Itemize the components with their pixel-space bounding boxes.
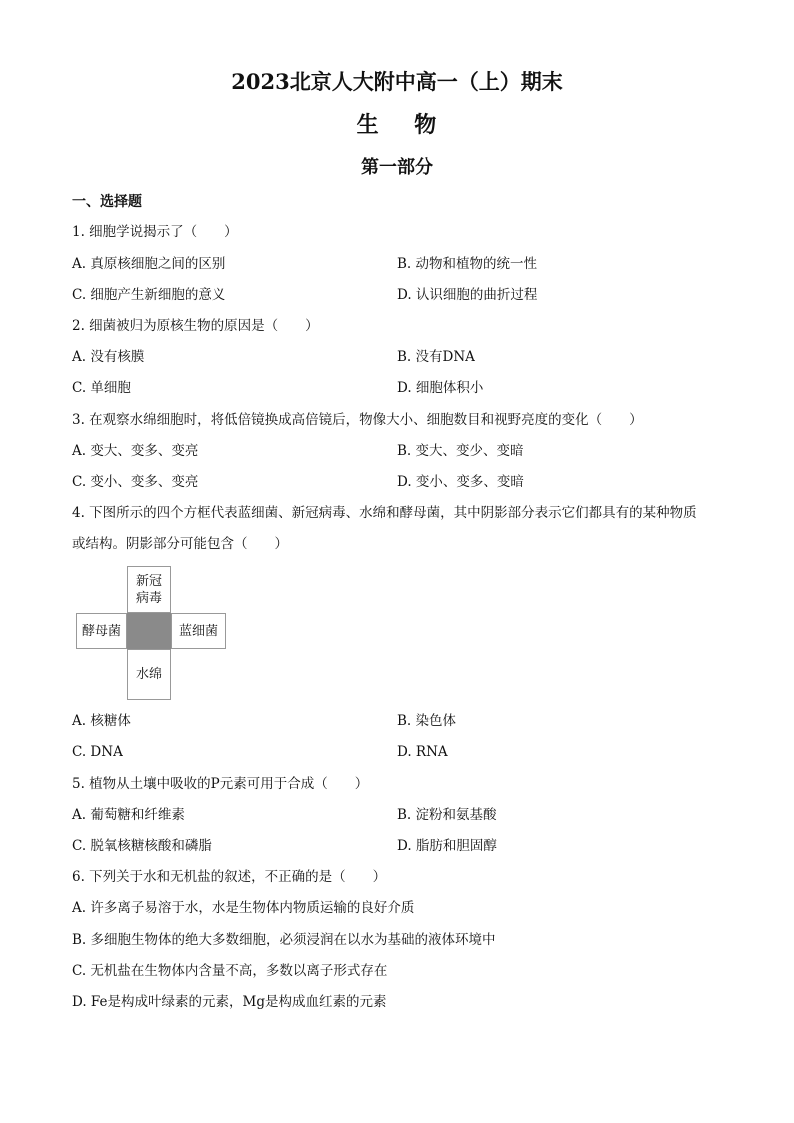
question-1-stem: 1. 细胞学说揭示了（ ） <box>72 224 238 240</box>
question-6-stem: 6. 下列关于水和无机盐的叙述，不正确的是（ ） <box>72 869 387 885</box>
question-5-option-b: B. 淀粉和氨基酸 <box>397 807 497 823</box>
question-5-stem: 5. 植物从土壤中吸收的P元素可用于合成（ ） <box>72 776 369 792</box>
question-3-option-b: B. 变大、变少、变暗 <box>397 443 524 459</box>
part-title: 第一部分 <box>361 157 433 178</box>
question-5-option-d: D. 脂肪和胆固醇 <box>397 838 497 854</box>
question-5-option-c: C. 脱氧核糖核酸和磷脂 <box>72 838 212 854</box>
question-1-option-c: C. 细胞产生新细胞的意义 <box>72 287 226 303</box>
question-2-option-d: D. 细胞体积小 <box>397 380 484 396</box>
document-title: 2023北京人大附中高一（上）期末 <box>231 69 563 94</box>
question-3-option-a: A. 变大、变多、变亮 <box>72 443 199 459</box>
question-6-option-c: C. 无机盐在生物体内含量不高，多数以离子形式存在 <box>72 963 388 979</box>
question-2-stem: 2. 细菌被归为原核生物的原因是（ ） <box>72 318 319 334</box>
question-1-option-d: D. 认识细胞的曲折过程 <box>397 287 538 303</box>
subject-title: 生 物 <box>356 112 438 138</box>
diagram-box-cyanobacteria: 蓝细菌 <box>171 613 226 649</box>
question-4-option-a: A. 核糖体 <box>72 713 131 729</box>
question-3-option-c: C. 变小、变多、变亮 <box>72 474 199 490</box>
question-2-option-a: A. 没有核膜 <box>72 349 145 365</box>
question-2-option-b: B. 没有DNA <box>397 349 475 365</box>
question-4-option-b: B. 染色体 <box>397 713 457 729</box>
diagram-box-yeast: 酵母菌 <box>76 613 127 649</box>
question-1-option-b: B. 动物和植物的统一性 <box>397 256 538 272</box>
question-2-option-c: C. 单细胞 <box>72 380 131 396</box>
section-heading: 一、选择题 <box>72 194 142 210</box>
question-4-option-c: C. DNA <box>72 744 123 760</box>
question-4-stem-line-2: 或结构。阴影部分可能包含（ ） <box>72 536 288 552</box>
question-3-stem: 3. 在观察水绵细胞时，将低倍镜换成高倍镜后，物像大小、细胞数目和视野亮度的变化（ ） <box>72 412 643 428</box>
diagram-box-virus: 新冠 病毒 <box>127 566 171 613</box>
question-6-option-b: B. 多细胞生物体的绝大多数细胞，必须浸润在以水为基础的液体环境中 <box>72 932 496 948</box>
diagram-shaded-overlap <box>127 613 171 649</box>
question-5-option-a: A. 葡萄糖和纤维素 <box>72 807 185 823</box>
question-1-option-a: A. 真原核细胞之间的区别 <box>72 256 226 272</box>
question-6-option-a: A. 许多离子易溶于水，水是生物体内物质运输的良好介质 <box>72 900 415 916</box>
question-6-option-d: D. Fe是构成叶绿素的元素，Mg是构成血红素的元素 <box>72 994 387 1010</box>
question-4-stem-line-1: 4. 下图所示的四个方框代表蓝细菌、新冠病毒、水绵和酵母菌，其中阴影部分表示它们都具有的某种物质 <box>72 505 697 521</box>
organism-overlap-diagram <box>76 566 226 700</box>
diagram-box-spirogyra: 水绵 <box>127 649 171 700</box>
question-4-option-d: D. RNA <box>397 744 448 760</box>
question-3-option-d: D. 变小、变多、变暗 <box>397 474 524 490</box>
